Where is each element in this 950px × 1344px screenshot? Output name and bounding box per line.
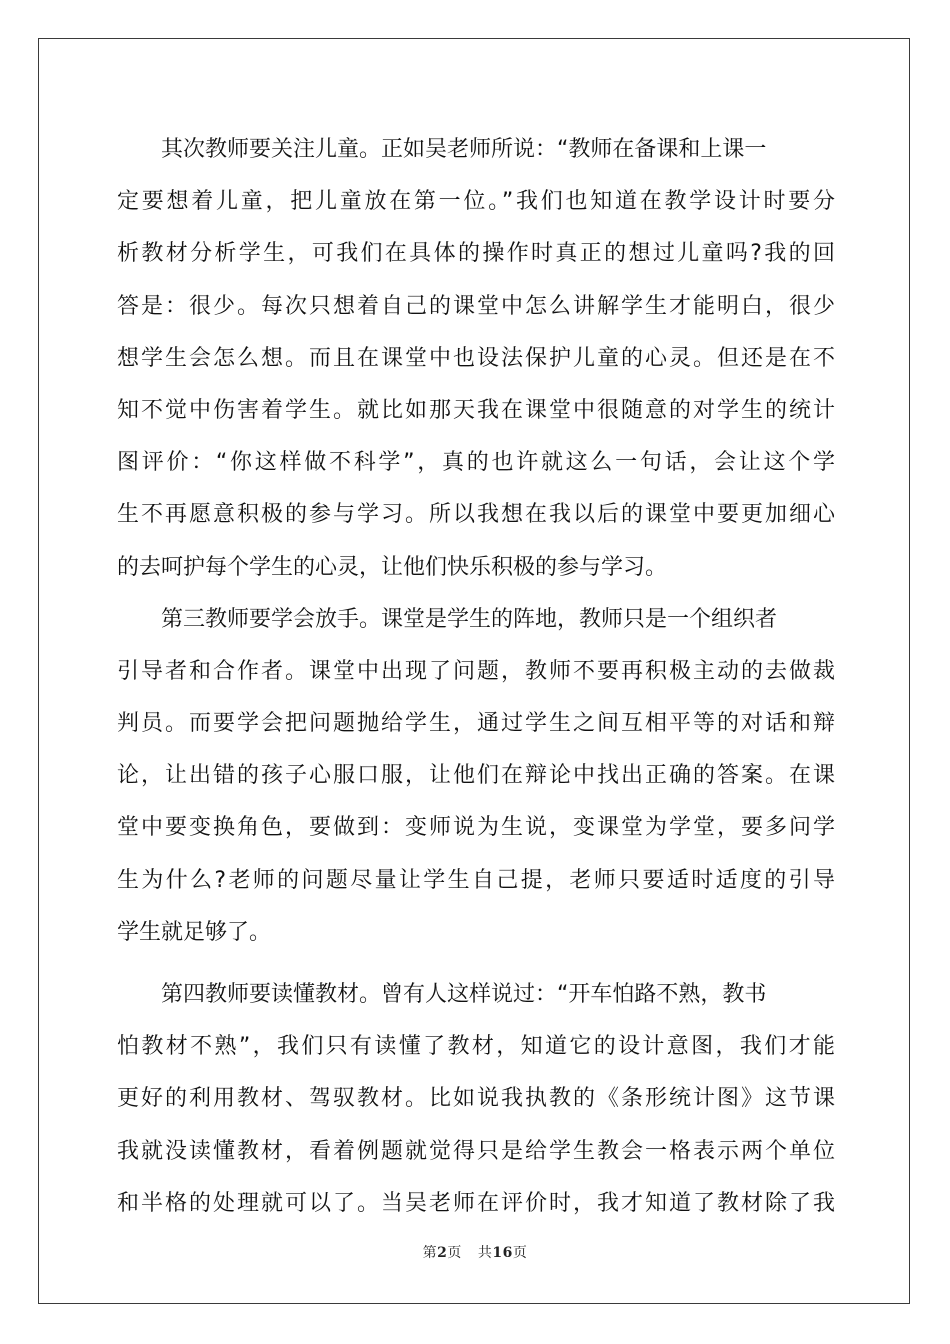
page-prefix: 第 <box>422 1245 438 1261</box>
line-text: 论，让出错的孩子心服口服，让他们在辩论中找出正确的答案。在课 <box>117 763 835 789</box>
text-line <box>117 1021 835 1073</box>
text-line <box>117 228 835 280</box>
line-text: 图评价：“你这样做不科学”，真的也许就这么一句话，会让这个学 <box>117 450 835 476</box>
line-text: 答是：很少。每次只想着自己的课堂中怎么讲解学生才能明白，很少 <box>117 293 835 319</box>
text-line <box>117 969 835 1021</box>
text-line <box>117 124 835 176</box>
total-suffix: 页 <box>512 1245 528 1261</box>
page-footer <box>0 1242 950 1262</box>
line-text: 第四教师要读懂教材。曾有人这样说过：“开车怕路不熟，教书 <box>161 982 767 1007</box>
page-number: 2 <box>437 1245 448 1261</box>
text-line <box>117 333 835 385</box>
line-text: 定要想着儿童，把儿童放在第一位。”我们也知道在教学设计时要分 <box>117 189 835 215</box>
line-text: 判员。而要学会把问题抛给学生，通过学生之间互相平等的对话和辩 <box>117 711 835 737</box>
text-line <box>117 907 835 959</box>
line-text: 析教材分析学生，可我们在具体的操作时真正的想过儿童吗?我的回 <box>117 241 835 267</box>
line-text: 学生就足够了。 <box>117 919 272 945</box>
line-text: 的去呵护每个学生的心灵，让他们快乐积极的参与学习。 <box>117 554 668 580</box>
line-text: 更好的利用教材、驾驭教材。比如说我执教的《条形统计图》这节课 <box>117 1086 835 1112</box>
line-text: 其次教师要关注儿童。正如吴老师所说：“教师在备课和上课一 <box>161 137 767 162</box>
text-line <box>117 437 835 489</box>
total-pages: 16 <box>492 1245 513 1261</box>
document-body <box>117 124 835 1230</box>
text-line <box>117 802 835 854</box>
text-line <box>117 750 835 802</box>
total-prefix: 共 <box>477 1245 493 1261</box>
paragraph-gap <box>117 959 835 969</box>
line-text: 第三教师要学会放手。课堂是学生的阵地，教师只是一个组织者 <box>161 606 778 632</box>
text-line <box>117 1178 835 1230</box>
line-text: 堂中要变换角色，要做到：变师说为生说，变课堂为学堂，要多问学 <box>117 815 835 841</box>
page-suffix: 页 <box>447 1245 462 1261</box>
line-text: 生为什么?老师的问题尽量让学生自己提，老师只要适时适度的引导 <box>117 867 835 893</box>
line-text: 和半格的处理就可以了。当吴老师在评价时，我才知道了教材除了我 <box>117 1190 835 1216</box>
text-line <box>117 1073 835 1125</box>
line-text: 引导者和合作者。课堂中出现了问题，教师不要再积极主动的去做裁 <box>117 658 835 684</box>
line-text: 想学生会怎么想。而且在课堂中也设法保护儿童的心灵。但还是在不 <box>117 345 835 371</box>
text-line <box>117 385 835 437</box>
line-text: 怕教材不熟”，我们只有读懂了教材，知道它的设计意图，我们才能 <box>117 1034 835 1060</box>
text-line <box>117 855 835 907</box>
text-line <box>117 542 835 594</box>
line-text: 知不觉中伤害着学生。就比如那天我在课堂中很随意的对学生的统计 <box>117 397 835 423</box>
text-line <box>117 1126 835 1178</box>
text-line <box>117 281 835 333</box>
line-text: 生不再愿意积极的参与学习。所以我想在我以后的课堂中要更加细心 <box>117 502 835 528</box>
text-line <box>117 594 835 646</box>
text-line <box>117 646 835 698</box>
text-line <box>117 698 835 750</box>
text-line <box>117 489 835 541</box>
text-line <box>117 176 835 228</box>
line-text: 我就没读懂教材，看着例题就觉得只是给学生教会一格表示两个单位 <box>117 1138 835 1164</box>
